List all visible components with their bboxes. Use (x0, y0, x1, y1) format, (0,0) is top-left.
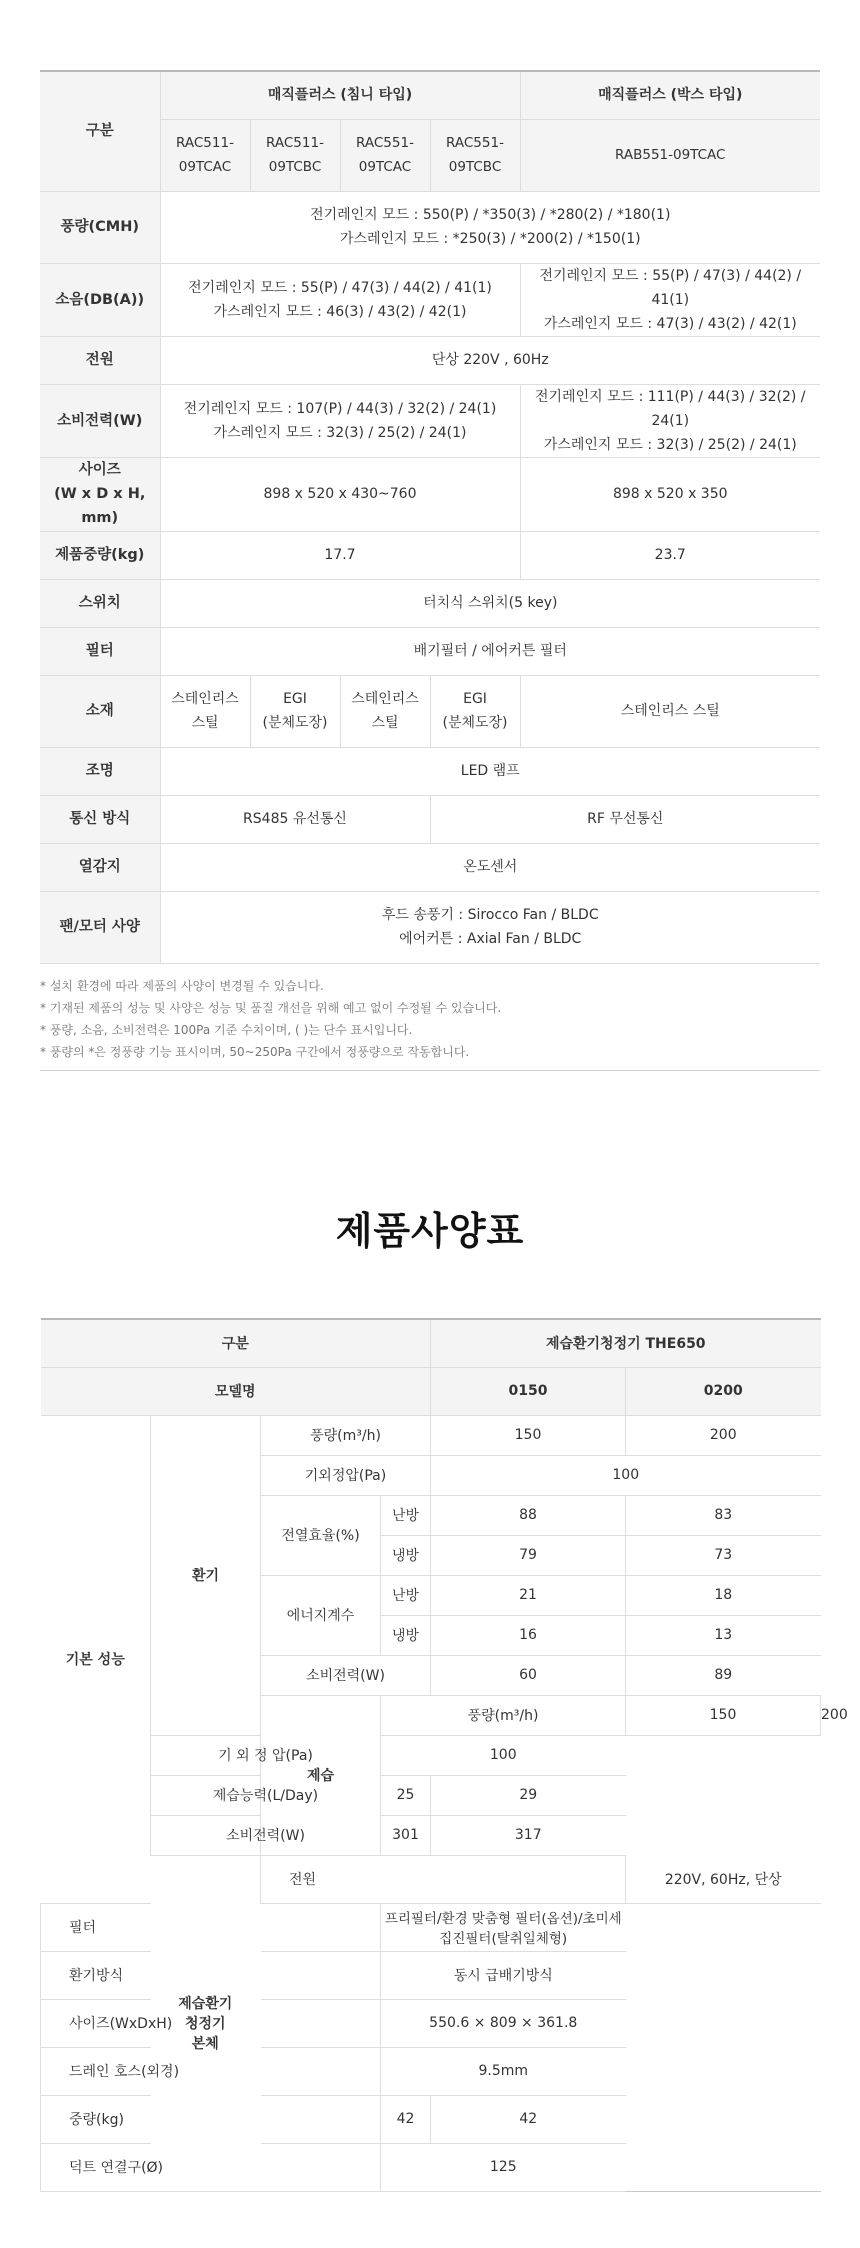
header-category: 구분 (41, 1319, 431, 1367)
fan-line2: 에어커튼 : Axial Fan / BLDC (399, 931, 582, 947)
airflow-line2: 가스레인지 모드 : *250(3) / *200(2) / *150(1) (339, 231, 641, 247)
cooling-label: 냉방 (381, 1615, 431, 1655)
noise-box-line2: 가스레인지 모드 : 47(3) / 43(2) / 42(1) (543, 315, 797, 332)
material-cell: EGI (분체도장) (250, 675, 340, 747)
row-airflow (40, 191, 820, 263)
consumption-box (520, 384, 820, 457)
switch-value: 터치식 스위치(5 key) (160, 579, 820, 627)
value-cell: 프리필터/환경 맞춤형 필터(옵션)/초미세 집진필터(탈취일체형) (381, 1903, 626, 1951)
dh-static-label: 기 외 정 압(Pa) (151, 1735, 381, 1775)
value-cell: 150 (431, 1415, 626, 1455)
value-cell: 100 (381, 1735, 626, 1775)
model-cell: RAC551-09TCBC (430, 119, 520, 191)
row-label: 필터 (40, 627, 160, 675)
footnote: * 기재된 제품의 성능 및 사양은 성능 및 품질 개선을 위해 예고 없이 수정될 수 있습니다. (40, 1001, 502, 1015)
row-switch (40, 579, 820, 627)
body-label-line2: 청정기 (184, 2016, 226, 2032)
value-cell: 550.6 × 809 × 361.8 (381, 1999, 626, 2047)
row-weight (40, 531, 820, 579)
body-label-line3: 본체 (191, 2036, 219, 2052)
model-cell: RAC511-09TCAC (160, 119, 250, 191)
row-label: 소재 (40, 675, 160, 747)
value-cell: 16 (431, 1615, 626, 1655)
value-cell: 220V, 60Hz, 단상 (626, 1855, 821, 1903)
value-cell: 18 (626, 1575, 821, 1615)
body-power-label: 전원 (261, 1855, 626, 1903)
value-cell: 21 (431, 1575, 626, 1615)
value-cell: 동시 급배기방식 (381, 1951, 626, 1999)
filter-value: 배기필터 / 에어커튼 필터 (160, 627, 820, 675)
weight-box: 23.7 (520, 531, 820, 579)
power-value: 단상 220V , 60Hz (160, 336, 820, 384)
value-cell: 13 (626, 1615, 821, 1655)
body-size-label: 사이즈(WxDxH) (41, 1999, 381, 2047)
consumption-box-line1: 전기레인지 모드 : 111(P) / 44(3) / 32(2) / 24(1) (535, 388, 806, 429)
material-cell: EGI (분체도장) (430, 675, 520, 747)
comm-wired: RS485 유선통신 (160, 795, 430, 843)
divider (40, 1070, 820, 1071)
value-cell: 89 (626, 1655, 821, 1695)
lighting-value: LED 램프 (160, 747, 820, 795)
group-dehumidification: 제습 (261, 1695, 381, 1855)
header-category: 구분 (40, 71, 160, 191)
model-cell: RAC511-09TCBC (250, 119, 340, 191)
body-duct-label: 덕트 연결구(Ø) (41, 2143, 381, 2191)
value-cell: 79 (431, 1535, 626, 1575)
header-chimney-type: 매직플러스 (침니 타입) (160, 71, 520, 119)
row-fan (40, 891, 820, 963)
value-cell: 25 (381, 1775, 431, 1815)
body-filter-label: 필터 (41, 1903, 381, 1951)
row-label: 제품중량(kg) (40, 531, 160, 579)
material-cell: 스테인리스 스틸 (340, 675, 430, 747)
noise-chimney (160, 263, 520, 336)
heating-label: 난방 (381, 1495, 431, 1535)
value-cell: 9.5mm (381, 2047, 626, 2095)
value-cell: 150 (626, 1695, 821, 1735)
sensor-value: 온도센서 (160, 843, 820, 891)
comm-wireless: RF 무선통신 (430, 795, 820, 843)
section-title: 제품사양표 (335, 1209, 525, 1253)
airflow-value (160, 191, 820, 263)
footnote: * 설치 환경에 따라 제품의 사양이 변경될 수 있습니다. (40, 979, 324, 993)
value-cell: 42 (431, 2095, 626, 2143)
value-cell: 29 (431, 1775, 626, 1815)
row-comm (40, 795, 820, 843)
row-material (40, 675, 820, 747)
size-label-line2: (W x D x H, mm) (54, 486, 146, 526)
row-noise (40, 263, 820, 336)
row-label: 스위치 (40, 579, 160, 627)
body-label-line1: 제습환기 (178, 1996, 233, 2012)
value-cell: 100 (431, 1455, 821, 1495)
group-basic-performance: 기본 성능 (41, 1415, 151, 1903)
noise-chimney-line1: 전기레인지 모드 : 55(P) / 47(3) / 44(2) / 41(1) (188, 279, 492, 296)
row-label: 전원 (40, 336, 160, 384)
value-cell: 301 (381, 1815, 431, 1855)
row-label: 통신 방식 (40, 795, 160, 843)
value-cell: 200 (626, 1415, 821, 1455)
footnote: * 풍량의 *은 정풍량 기능 표시이며, 50~250Pa 구간에서 정풍량으로 작동합니다. (40, 1045, 470, 1059)
spec-table-dehumidifier: 구분 제습환기청정기 THE650 모델명 0150 0200 기본 성능 환기 풍량(m³/h) 150 200 기외정압(Pa) 100 전열효율(%) 난방 88 83 냉방 79 73 에너지계수 난방 21 18 냉방 16 13 소비전력(W) 60 89 제습 풍량(m³/h) 150 200 기 외 정 압(Pa) 100 제습능력(L/Day) 25 29 소비전력(W) 301 317 제습환기 청정기 본체 전원 220V, 60Hz, 단상 필터 프리필터/환경 맞춤형 필터(옵션)/초미세 집진필터(탈취일체형) 환기방식 동시 급배기방식 사이즈(WxDxH) 550.6 × 809 × 361.8 드레인 호스(외경) 9.5mm 중량(kg) 42 42 덕트 연결구(Ø) 125 (40, 1318, 821, 2192)
row-size (40, 457, 820, 531)
body-vent-method-label: 환기방식 (41, 1951, 381, 1999)
vent-static-label: 기외정압(Pa) (261, 1455, 431, 1495)
row-sensor (40, 843, 820, 891)
value-cell: 125 (381, 2143, 626, 2191)
row-label: 팬/모터 사양 (40, 891, 160, 963)
row-label: 소음(DB(A)) (40, 263, 160, 336)
row-lighting (40, 747, 820, 795)
row-label: 조명 (40, 747, 160, 795)
body-drain-label: 드레인 호스(외경) (41, 2047, 381, 2095)
value-cell: 317 (431, 1815, 626, 1855)
body-weight-label: 중량(kg) (41, 2095, 381, 2143)
weight-chimney: 17.7 (160, 531, 520, 579)
dh-airflow-label: 풍량(m³/h) (381, 1695, 626, 1735)
size-box: 898 x 520 x 350 (520, 457, 820, 531)
size-label-line1: 사이즈 (78, 462, 121, 478)
heating-label: 난방 (381, 1575, 431, 1615)
material-box: 스테인리스 스틸 (520, 675, 820, 747)
consumption-chimney-line2: 가스레인지 모드 : 32(3) / 25(2) / 24(1) (213, 424, 467, 441)
dh-power-label: 소비전력(W) (151, 1815, 381, 1855)
value-cell: 73 (626, 1535, 821, 1575)
noise-box (520, 263, 820, 336)
value-cell: 60 (431, 1655, 626, 1695)
header-product: 제습환기청정기 THE650 (431, 1319, 821, 1367)
fan-line1: 후드 송풍기 : Sirocco Fan / BLDC (381, 907, 599, 923)
row-label (40, 457, 160, 531)
cooling-label: 냉방 (381, 1535, 431, 1575)
noise-box-line1: 전기레인지 모드 : 55(P) / 47(3) / 44(2) / 41(1) (539, 267, 802, 308)
group-ventilation: 환기 (151, 1415, 261, 1735)
vent-power-label: 소비전력(W) (261, 1655, 431, 1695)
value-cell: 83 (626, 1495, 821, 1535)
airflow-line1: 전기레인지 모드 : 550(P) / *350(3) / *280(2) / *180(1) (310, 207, 671, 223)
value-cell: 88 (431, 1495, 626, 1535)
consumption-box-line2: 가스레인지 모드 : 32(3) / 25(2) / 24(1) (543, 436, 797, 453)
consumption-chimney-line1: 전기레인지 모드 : 107(P) / 44(3) / 32(2) / 24(1) (183, 400, 497, 417)
noise-chimney-line2: 가스레인지 모드 : 46(3) / 43(2) / 42(1) (213, 303, 467, 320)
model-0200: 0200 (626, 1367, 821, 1415)
header-box-type: 매직플러스 (박스 타입) (520, 71, 820, 119)
model-0150: 0150 (431, 1367, 626, 1415)
dh-capacity-label: 제습능력(L/Day) (151, 1775, 381, 1815)
value-cell: 42 (381, 2095, 431, 2143)
row-label: 열감지 (40, 843, 160, 891)
consumption-chimney (160, 384, 520, 457)
row-power (40, 336, 820, 384)
vent-airflow-label: 풍량(m³/h) (261, 1415, 431, 1455)
footnotes (40, 975, 820, 1063)
material-cell: 스테인리스 스틸 (160, 675, 250, 747)
spec-table-range-hood (40, 70, 820, 964)
size-chimney: 898 x 520 x 430~760 (160, 457, 520, 531)
model-cell: RAC551-09TCAC (340, 119, 430, 191)
footnote: * 풍량, 소음, 소비전력은 100Pa 기준 수치이며, ( )는 단수 표시입니다. (40, 1023, 413, 1037)
heat-efficiency-label: 전열효율(%) (261, 1495, 381, 1575)
model-label: 모델명 (41, 1367, 431, 1415)
row-filter (40, 627, 820, 675)
row-label: 소비전력(W) (40, 384, 160, 457)
energy-coef-label: 에너지계수 (261, 1575, 381, 1655)
row-label: 풍량(CMH) (40, 191, 160, 263)
fan-value (160, 891, 820, 963)
row-consumption (40, 384, 820, 457)
model-cell: RAB551-09TCAC (520, 119, 820, 191)
